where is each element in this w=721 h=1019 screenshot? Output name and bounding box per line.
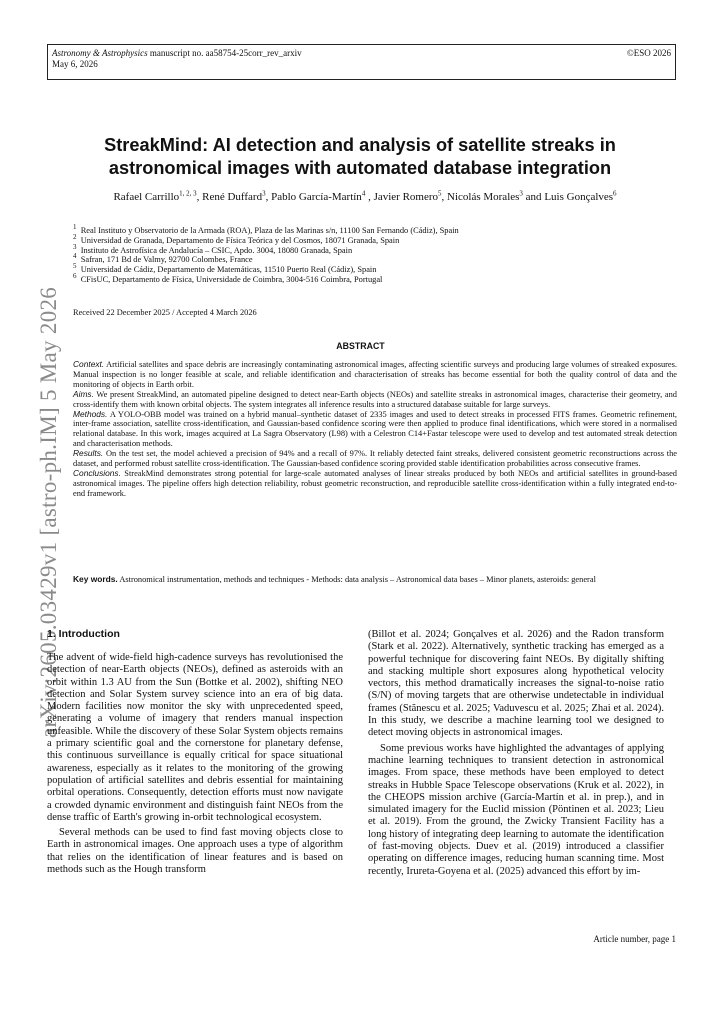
right-column xyxy=(368,629,664,878)
abstract-methods: Methods. A YOLO-OBB model was trained on a hybrid manual–synthetic dataset of 2335 images and used to detect streaks in processed FITS frames. Geometric refinement, inter-frame association, satellite cross-identification, and Gaussian-based confidence scoring were then applied to produce final identifications, which were stored in a normalised relational database. In this work, images acquired at La Sagra Observatory (L98) with a Celestron C14+Fastar telescope were used to develop and test automated streak detection and characterisation methods. xyxy=(73,408,677,449)
arxiv-stamp-container xyxy=(0,0,61,1019)
left-column xyxy=(47,652,343,876)
section-heading-introduction: 1. Introduction xyxy=(47,628,120,640)
page-footer: Article number, page 1 xyxy=(593,934,676,944)
author: René Duffard$^3$, xyxy=(202,189,272,203)
affiliation: $^1$ Real Instituto y Observatorio de la Armada (ROA), Plaza de las Marinas s/n, 11100 San Fernando (Cádiz), Spain xyxy=(73,223,459,235)
paper-title xyxy=(60,134,660,180)
paragraph: The advent of wide-field high-cadence surveys has revolutionised the detection of near-Earth objects (NEOs), defined as asteroids with an orbit within 1.3 AU from the Sun (Bottke et al. 2002), shifting NEO detection and Solar System survey science into an era of big data. Modern facilities now monitor the sky with unprecedented speed, generating a volume of imagery that renders manual inspection unfeasible. While the discovery of these Solar System objects remains a primary scientific goal and the cornerstone for planetary defense, this continuous surveillance is equally critical for space situational awareness, especially as it relates to the monitoring of the growing population of artificial satellites and debris essential for maintaining orbital operations. Consequently, detection efforts must now navigate a crowded dynamic environment and distinguish faint NEOs from the dense traffic of Earth's growing in-orbit technological ecosystem. xyxy=(47,652,343,823)
paragraph: Some previous works have highlighted the advantages of applying machine learning techniques to transient detection in astronomical images. From space, these methods have been employed to detect streaks in Hubble Space Telescope observations (Kruk et al. 2022), in the CHEOPS mission archive (García-Martín et al. in prep.), and in simulated imagery for the Euclid mission (Pöntinen et al. 2023; Lieu et al. 2019). From the ground, the Zwicky Transient Facility has a long history of integrating deep learning to automate the identification of fast-moving objects. Duev et al. (2019) introduced a classifier operating on difference images, reducing human scanning time. Most recently, Irureta-Goyena et al. (2025) advanced this effort by im- xyxy=(368,742,664,877)
manuscript-id: manuscript no. aa58754-25corr_rev_arxiv xyxy=(147,48,302,58)
paragraph: Several methods can be used to find fast moving objects close to Earth in astronomical images. One approach uses a type of algorithm that relies on the identification of linear features and is based on methods such as the Hough transform xyxy=(47,827,343,876)
author: Pablo García-Martín$^4$ , xyxy=(271,189,374,203)
affiliation: $^5$ Universidad de Cádiz, Departamento de Matemáticas, 11510 Puerto Real (Cádiz), Spain xyxy=(73,262,377,275)
abstract-conclusions: Conclusions. StreakMind demonstrates strong potential for large-scale automated analyses of linear streaks produced by both NEOs and artificial satellites in ground-based astronomical images. The pipeline offers high detection reliability, robust geometric reconstruction, and reproducible satellite cross-identification within a fully integrated end-to-end framework. xyxy=(73,467,677,498)
keywords-text: Astronomical instrumentation, methods and techniques - Methods: data analysis – Astronomical data bases – Minor planets, asteroids: general xyxy=(117,575,596,584)
abstract-aims: Aims. We present StreakMind, an automated pipeline designed to detect near-Earth objects (NEOs) and satellite streaks in astronomical images, characterise their geometry, and cross-identify them with known orbital objects. The system integrates all inference results into a structured database suitable for large surveys. xyxy=(73,388,677,409)
received-accepted-dates: Received 22 December 2025 / Accepted 4 March 2026 xyxy=(73,308,257,317)
affiliation: $^4$ Safran, 171 Bd de Valmy, 92700 Colombes, France xyxy=(73,252,253,265)
author-list xyxy=(40,190,690,204)
keywords xyxy=(73,575,677,585)
arxiv-stamp[interactable]: arXiv:2605.03429v1 [astro-ph.IM] 5 May 2026 xyxy=(36,286,61,738)
author: Luis Gonçalves$^6$ xyxy=(544,189,617,203)
author: Rafael Carrillo$^{1, 2, 3}$, xyxy=(113,189,203,203)
author: Nicolás Morales$^3$ and xyxy=(447,189,545,203)
copyright: ©ESO 2026 xyxy=(626,48,671,58)
author: Javier Romero$^5$, xyxy=(373,189,448,203)
journal-header xyxy=(52,48,302,70)
title-line-2: astronomical images with automated database integration xyxy=(108,158,612,178)
abstract-results: Results. On the test set, the model achieved a precision of 94% and a recall of 97%. It reliably detected faint streaks, delivered consistent geometric reconstructions across the dataset, and performed robust satellite cross-identification. The Gaussian-based confidence scoring provided stable identification probabilities across consecutive frames. xyxy=(73,448,677,469)
affiliation: $^6$ CFisUC, Departamento de Física, Universidade de Coimbra, 3004-516 Coimbra, Portugal xyxy=(73,272,383,284)
title-line-1: StreakMind: AI detection and analysis of satellite streaks in xyxy=(104,135,616,155)
affiliation: $^2$ Universidad de Granada, Departamento de Física Teórica y del Cosmos, 18071 Granada, Spain xyxy=(73,233,400,245)
journal-name: Astronomy & Astrophysics xyxy=(52,48,148,58)
abstract-body xyxy=(73,360,677,499)
keywords-label: Key words. xyxy=(73,574,118,584)
affiliation-list xyxy=(73,223,459,285)
abstract-context: Context. Artificial satellites and space debris are increasingly contaminating astronomical images, affecting scientific surveys and producing large volumes of streaked exposures. Manual inspection is no longer feasible at scale, and reliable identification and characterisation of streaks has become essential for both the quality control of data and the monitoring of objects in Earth orbit. xyxy=(73,359,677,389)
abstract-heading: ABSTRACT xyxy=(336,341,385,351)
affiliation: $^3$ Instituto de Astrofísica de Andalucía – CSIC, Apdo. 3004, 18080 Granada, Spain xyxy=(73,242,353,255)
header-date: May 6, 2026 xyxy=(52,59,98,69)
paragraph: (Billot et al. 2024; Gonçalves et al. 2026) and the Radon transform (Stark et al. 2022). Alternatively, synthetic tracking has emerged as a powerful technique for discovering faint NEOs. By digitally shifting and stacking multiple short exposures along hypothetical velocity vectors, this method dramatically increases the signal-to-noise ratio (S/N) of moving targets that are otherwise undetectable in individual frames (Stănescu et al. 2025; Vaduvescu et al. 2025; Zhai et al. 2024). In this study, we describe a machine learning tool we designed to detect moving objects in astronomical images. xyxy=(368,629,664,739)
